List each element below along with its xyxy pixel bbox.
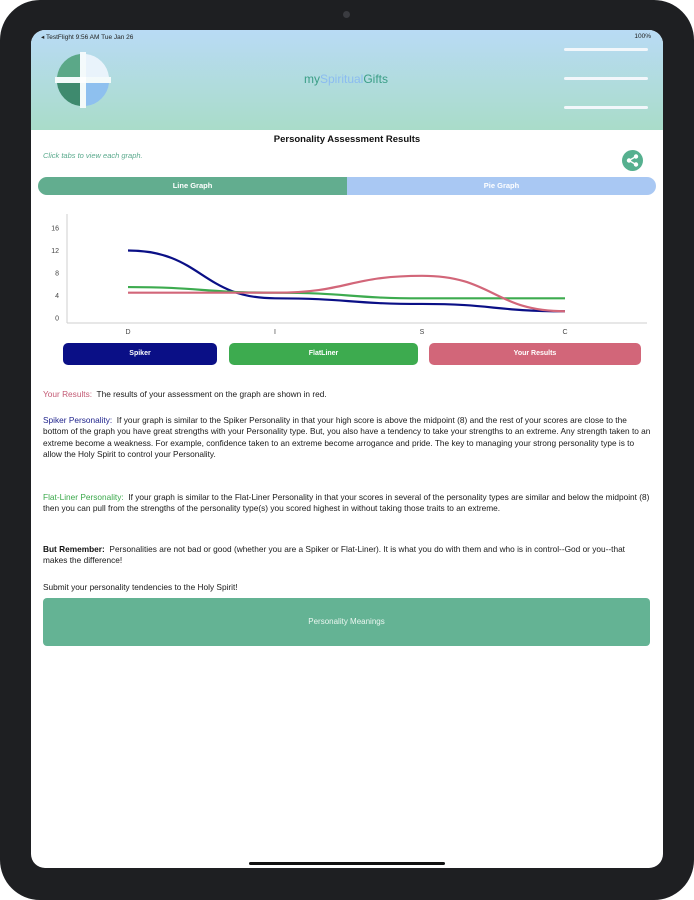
your-results-text: The results of your assessment on the graph are shown in red.: [96, 389, 327, 399]
app-screen: [31, 30, 663, 868]
y-tick-label: 16: [51, 225, 59, 233]
share-glyph: [622, 150, 643, 171]
legend-spiker-button[interactable]: Spiker: [63, 343, 217, 365]
x-tick-label: I: [274, 329, 276, 336]
x-tick-label: C: [562, 329, 568, 336]
your-results-lead: Your Results:: [43, 389, 93, 399]
page-title: Personality Assessment Results: [273, 134, 421, 145]
your-results-paragraph: [43, 389, 651, 400]
menu-bar: [564, 106, 648, 109]
x-tick-label: D: [125, 329, 131, 336]
legend-flatliner-button[interactable]: FlatLiner: [229, 343, 418, 365]
chart-axes: [67, 214, 647, 323]
series-line-2: [128, 276, 565, 311]
legend-your-results-button[interactable]: Your Results: [429, 343, 641, 365]
y-tick-label: 8: [55, 270, 59, 278]
share-icon[interactable]: [622, 150, 643, 171]
menu-bar: [564, 48, 648, 51]
flatliner-paragraph: [43, 492, 651, 515]
personality-meanings-button[interactable]: Personality Meanings: [43, 598, 650, 646]
tab-line-graph[interactable]: Line Graph: [38, 177, 347, 195]
remember-text: Personalities are not bad or good (whether you are a Spiker or Flat-Liner). It is what you do with them and who is in control--God or you--that makes the difference!: [43, 544, 625, 566]
home-indicator: [249, 862, 445, 865]
chart-series: [128, 251, 565, 312]
brand-prefix: my: [303, 72, 320, 86]
app-brand-title: [261, 72, 431, 86]
spiker-text: If your graph is similar to the Spiker Personality in that your high score is above the midpoint (8) and the rest of your scores are close to the bottom of the graph you have great strengths with your Personality type. But, you also have a tendency to take your strengths to an extreme. Any strength taken to an extreme become a weakness. For example, confidence taken to an extreme become arrogance and pride. The key to managing your strong personality type is to allow the Holy Spirit to control your Personality.: [43, 415, 651, 459]
y-tick-label: 0: [55, 315, 59, 323]
status-left: ◂ TestFlight 9:56 AM Tue Jan 26: [41, 34, 134, 41]
series-line-0: [128, 251, 565, 312]
flatliner-lead: Flat-Liner Personality:: [43, 492, 124, 502]
remember-paragraph: [43, 544, 651, 567]
remember-lead: But Remember:: [43, 544, 105, 554]
personality-line-chart: [45, 206, 650, 346]
app-header: [31, 30, 663, 130]
y-tick-labels: [51, 226, 59, 323]
submit-paragraph: Submit your personality tendencies to the Holy Spirit!: [43, 582, 238, 592]
spiker-paragraph: [43, 415, 651, 460]
y-tick-label: 12: [51, 248, 59, 255]
brand-suffix: Gifts: [363, 72, 389, 86]
hamburger-menu-icon[interactable]: [559, 42, 653, 118]
tab-pie-graph[interactable]: Pie Graph: [347, 177, 656, 195]
y-tick-label: 4: [55, 293, 59, 300]
cross-quadrant-logo-icon: [53, 50, 113, 110]
spiker-lead: Spiker Personality:: [43, 415, 113, 425]
x-tick-label: S: [419, 329, 425, 336]
menu-bar: [564, 77, 648, 80]
front-camera: [343, 11, 350, 18]
tabs-hint: Click tabs to view each graph.: [43, 151, 143, 160]
x-tick-labels: [125, 329, 567, 336]
flatliner-text: If your graph is similar to the Flat-Liner Personality in that your scores in several of the personality types are similar and below the midpoint (8) then you can pull from the strengths of the personality type(s) you scored highest in without taking those traits to an extreme.: [43, 492, 650, 514]
battery-status: 100%: [634, 33, 651, 40]
brand-middle: Spiritual: [319, 72, 364, 86]
